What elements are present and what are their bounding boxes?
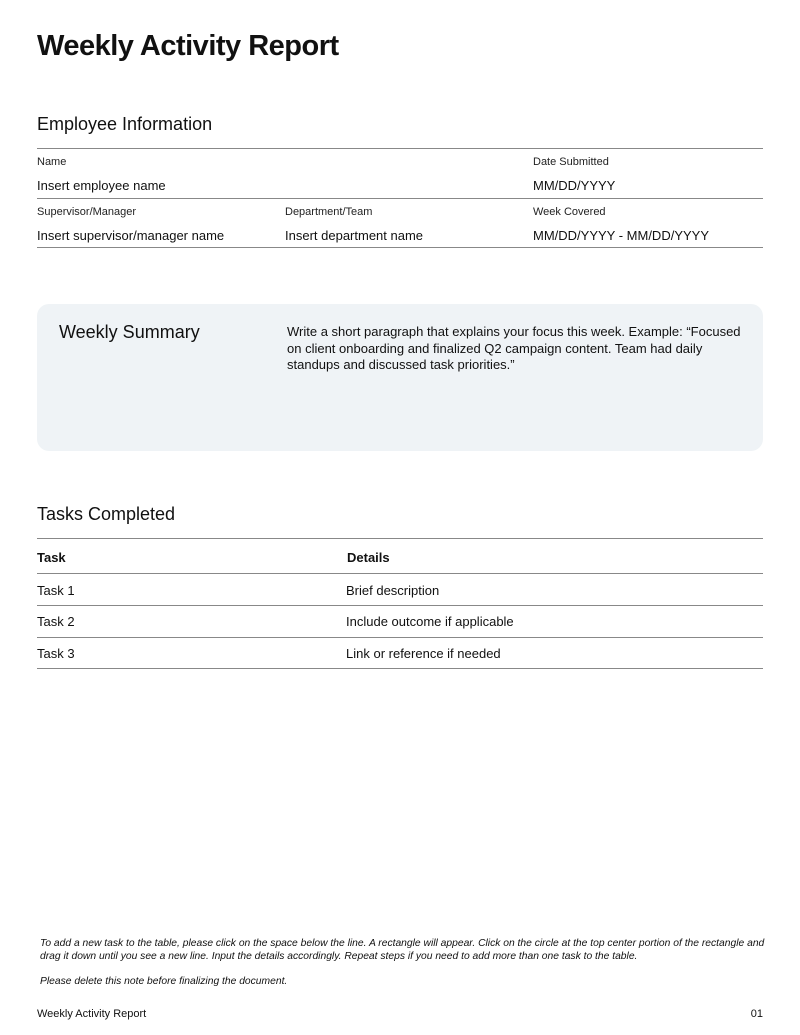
week-field[interactable]: MM/DD/YYYY - MM/DD/YYYY <box>533 228 710 243</box>
column-header-details: Details <box>347 550 390 565</box>
weekly-summary-box <box>37 304 763 451</box>
page-title: Weekly Activity Report <box>37 30 339 62</box>
task-cell[interactable]: Task 3 <box>37 646 75 661</box>
task-cell[interactable]: Task 2 <box>37 614 75 629</box>
week-label: Week Covered <box>533 206 606 218</box>
divider <box>37 148 763 149</box>
divider <box>37 247 763 248</box>
details-cell[interactable]: Include outcome if applicable <box>346 614 514 629</box>
column-header-task: Task <box>37 550 66 565</box>
supervisor-label: Supervisor/Manager <box>37 206 137 218</box>
page-number: 01 <box>750 1008 763 1020</box>
footer-title: Weekly Activity Report <box>37 1008 147 1020</box>
tasks-heading: Tasks Completed <box>37 504 176 524</box>
instruction-note: To add a new task to the table, please click on the space below the line. A rectangle will appear. Click on the circle at the top center portion of the rectangle and drag it down until you see a new line. Input the details accordingly. Repeat steps if you need to add more than one task to the table. <box>40 938 765 962</box>
divider <box>37 573 763 574</box>
divider <box>37 668 763 669</box>
department-field[interactable]: Insert department name <box>285 228 424 243</box>
date-field[interactable]: MM/DD/YYYY <box>533 178 616 193</box>
weekly-summary-text[interactable]: Write a short paragraph that explains your focus this week. Example: “Focused on client onboarding and finalized Q2 campaign content. Team had daily standups and discussed task priorities.” <box>287 324 741 372</box>
divider <box>37 198 763 199</box>
details-cell[interactable]: Link or reference if needed <box>346 646 501 661</box>
delete-note: Please delete this note before finalizing the document. <box>40 976 288 987</box>
divider <box>37 538 763 539</box>
task-cell[interactable]: Task 1 <box>37 583 75 598</box>
name-field[interactable]: Insert employee name <box>37 178 166 193</box>
supervisor-field[interactable]: Insert supervisor/manager name <box>37 228 225 243</box>
department-label: Department/Team <box>285 206 373 218</box>
name-label: Name <box>37 156 67 168</box>
employee-info-heading: Employee Information <box>37 114 213 134</box>
divider <box>37 637 763 638</box>
divider <box>37 605 763 606</box>
date-label: Date Submitted <box>533 156 609 168</box>
weekly-summary-heading: Weekly Summary <box>59 322 200 342</box>
details-cell[interactable]: Brief description <box>346 583 440 598</box>
